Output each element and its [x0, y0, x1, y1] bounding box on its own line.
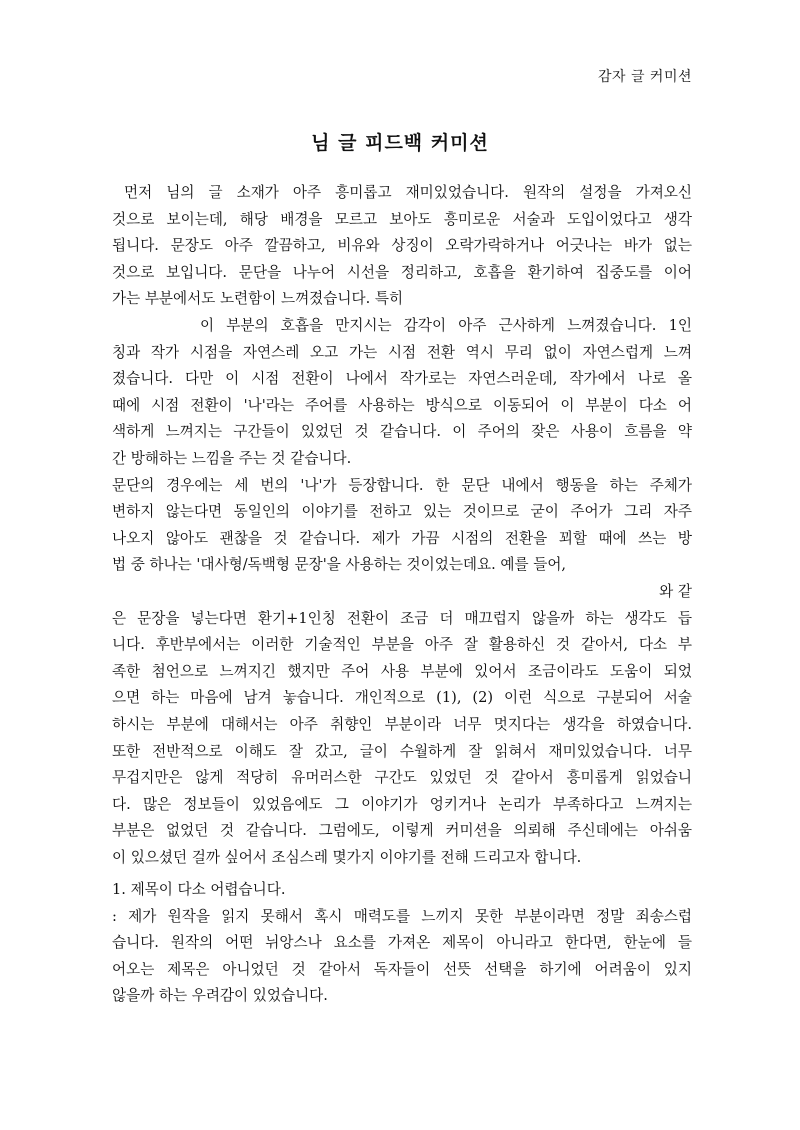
text-line: 다. 많은 정보들이 있었음에도 그 이야기가 엉키거나 논리가 부족하다고 느껴지는	[112, 795, 692, 813]
text-line: 무겁지만은 않게 적당히 유머러스한 구간도 있었던 것 같아서 흥미롭게 읽었습니	[112, 769, 692, 787]
text-line: 와 같	[659, 583, 692, 600]
text-line: 법 중 하나는 '대사형/독백형 문장'을 사용하는 것이었는데요. 예를 들어,	[112, 556, 567, 574]
document-title: 님 글 피드백 커미션	[311, 132, 489, 154]
paragraph-feedback	[112, 579, 692, 872]
text-line: 은 문장을 넣는다면 환기+1인칭 전환이 조금 더 매끄럽지 않을까 하는 생각도 듭	[112, 609, 692, 627]
text-line: 문단의 경우에는 세 번의 '나'가 등장합니다. 한 문단 내에서 행동을 하는 주체가	[112, 476, 692, 494]
text-line: 하시는 부분에 대해서는 아주 취향인 부분이라 너무 멋지다는 생각을 하였습니다.	[112, 715, 692, 733]
text-line: : 제가 원작을 읽지 못해서 혹시 매력도를 느끼지 못한 부분이라면 정말 죄송스럽	[112, 907, 692, 925]
text-line: 간 방해하는 느낌을 주는 것 같습니다.	[112, 449, 352, 467]
text-line: 이 있으셨던 걸까 싶어서 조심스레 몇가지 이야기를 전해 드리고자 합니다.	[112, 848, 582, 866]
text-line: 어오는 제목은 아니었던 것 같아서 독자들이 선뜻 선택을 하기에 어려움이 있지	[112, 960, 692, 978]
text-line: 으면 하는 마음에 남겨 놓습니다. 개인적으로 (1), (2) 이런 식으로 구분되어 서술	[112, 689, 692, 707]
text-line: 칭과 작가 시점을 자연스레 오고 가는 시점 전환 역시 무리 없이 자연스럽게 느껴	[112, 343, 692, 361]
text-line: 않을까 하는 우려감이 있었습니다.	[112, 987, 328, 1005]
text-line: 습니다. 원작의 어떤 뉘앙스나 요소를 가져온 제목이 아니라고 한다면, 한눈에 들	[112, 934, 692, 952]
text-line: 됩니다. 문장도 아주 깔끔하고, 비유와 상징이 오락가락하거나 어긋나는 바가 없는	[112, 237, 692, 255]
text-line: 먼저 님의 글 소재가 아주 흥미롭고 재미있었습니다. 원작의 설정을 가져오신	[124, 184, 692, 201]
paragraph-intro	[112, 180, 692, 579]
text-line: 이 부분의 호흡을 만지시는 감각이 아주 근사하게 느껴졌습니다. 1인	[200, 316, 692, 334]
text-line: 변하지 않는다면 동일인의 이야기를 전하고 있는 것이므로 굳이 주어가 그리 자주	[112, 503, 692, 521]
text-line: 졌습니다. 다만 이 시점 전환이 나에서 작가로는 자연스러운데, 작가에서 나로 올	[112, 370, 692, 388]
text-line: 것으로 보이는데, 해당 배경을 모르고 보아도 흥미로운 서술과 도입이었다고 생각	[112, 210, 692, 228]
text-line: 족한 첨언으로 느껴지긴 했지만 주어 사용 부분에 있어서 조금이라도 도움이 되었	[112, 662, 692, 680]
text-line: 색하게 느껴지는 구간들이 있었던 것 같습니다. 이 주어의 잦은 사용이 흐름을 약	[112, 423, 692, 441]
page-header: 감자 글 커미션	[597, 69, 692, 85]
section-heading: 1. 제목이 다소 어렵습니다.	[112, 881, 286, 898]
text-line: 것으로 보입니다. 문단을 나누어 시선을 정리하고, 호흡을 환기하여 집중도를 이어	[112, 263, 692, 281]
text-line: 나오지 않아도 괜찮을 것 같습니다. 제가 가끔 시점의 전환을 꾀할 때에 쓰는 방	[112, 529, 692, 547]
text-line: 부분은 없었던 것 같습니다. 그럼에도, 이렇게 커미션을 의뢰해 주신데에는 아쉬움	[112, 822, 692, 840]
text-line: 때에 시점 전환이 '나'라는 주어를 사용하는 방식으로 이동되어 이 부분이 다소 어	[112, 396, 692, 414]
section-title-feedback	[112, 877, 692, 1010]
text-line: 또한 전반적으로 이해도 잘 갔고, 글이 수월하게 잘 읽혀서 재미있었습니다. 너무	[112, 742, 692, 760]
text-line: 니다. 후반부에서는 이러한 기술적인 부분을 아주 잘 활용하신 것 같아서, 다소 부	[112, 636, 692, 654]
text-line: 가는 부분에서도 노련함이 느껴졌습니다. 특히	[112, 290, 404, 308]
